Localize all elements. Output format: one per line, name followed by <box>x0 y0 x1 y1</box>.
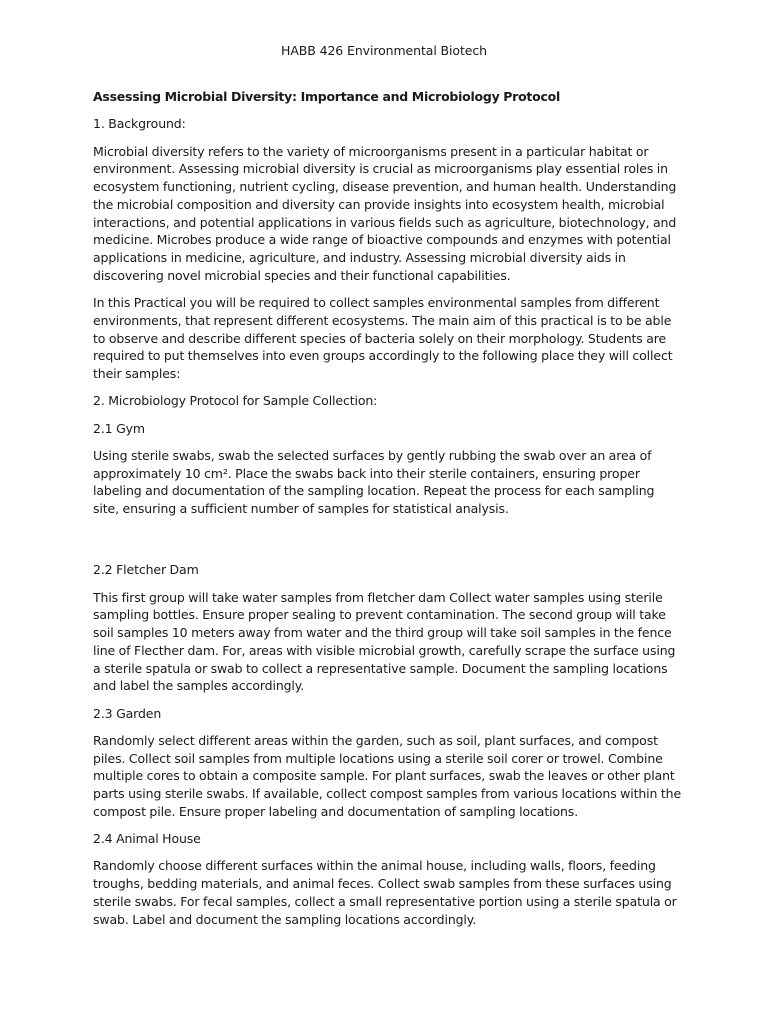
fletcher-dam-heading: 2.2 Fletcher Dam <box>93 562 199 578</box>
document-body <box>93 88 683 938</box>
background-paragraph-2: In this Practical you will be required to collect samples environmental samples from different environments, that represent different ecosystems. The main aim of this practical is to be able to observe and describe different species of bacteria solely on their morphology. Students are required to put themselves into even groups accordingly to the following place they will collect their samples: <box>93 295 673 381</box>
document-header: HABB 426 Environmental Biotech <box>281 43 487 58</box>
section-spacer <box>93 527 683 561</box>
garden-paragraph: Randomly select different areas within the garden, such as soil, plant surfaces, and compost piles. Collect soil samples from multiple locations using a sterile soil corer or trowel. Combine multiple cores to obtain a composite sample. For plant surfaces, swab the leaves or other plant parts using sterile swabs. If available, collect compost samples from various locations within the compost pile. Ensure proper labeling and documentation of sampling locations. <box>93 732 682 819</box>
animal-house-heading: 2.4 Animal House <box>93 831 201 846</box>
gym-heading: 2.1 Gym <box>93 420 145 436</box>
background-heading: 1. Background: <box>93 116 186 132</box>
background-paragraph-1: Microbial diversity refers to the variety of microorganisms present in a particular habitat or environment. Assessing microbial diversity is crucial as microorganisms play essential roles in ecosystem functioning, nutrient cycling, disease prevention, and human health. Understanding the microbial composition and diversity can provide insights into ecosystem health, microbial interactions, and potential applications in various fields such as agriculture, biotechnology, and medicine. Microbes produce a wide range of bioactive compounds and enzymes with potential applications in medicine, agriculture, and industry. Assessing microbial diversity aids in discovering novel microbial species and their functional capabilities. <box>93 143 677 283</box>
protocol-heading: 2. Microbiology Protocol for Sample Collection: <box>93 393 378 409</box>
gym-paragraph: Using sterile swabs, swab the selected surfaces by gently rubbing the swab over an area of approximately 10 cm². Place the swabs back into their sterile containers, ensuring proper labeling and documentation of the sampling location. Repeat the process for each sampling site, ensuring a sufficient number of samples for statistical analysis. <box>93 447 655 516</box>
animal-house-paragraph: Randomly choose different surfaces within the animal house, including walls, floors, feeding troughs, bedding materials, and animal feces. Collect swab samples from these surfaces using sterile swabs. For fecal samples, collect a small representative portion using a sterile spatula or swab. Label and document the sampling locations accordingly. <box>93 858 677 927</box>
fletcher-dam-paragraph: This first group will take water samples from fletcher dam Collect water samples using sterile sampling bottles. Ensure proper sealing to prevent contamination. The second group will take soil samples 10 meters away from water and the third group will take soil samples in the fence line of Flecther dam. For, areas with visible microbial growth, carefully scrape the surface using a sterile spatula or swab to collect a representative sample. Document the sampling locations and label the samples accordingly. <box>93 589 676 694</box>
document-title: Assessing Microbial Diversity: Importance and Microbiology Protocol <box>93 89 561 104</box>
garden-heading: 2.3 Garden <box>93 705 162 721</box>
